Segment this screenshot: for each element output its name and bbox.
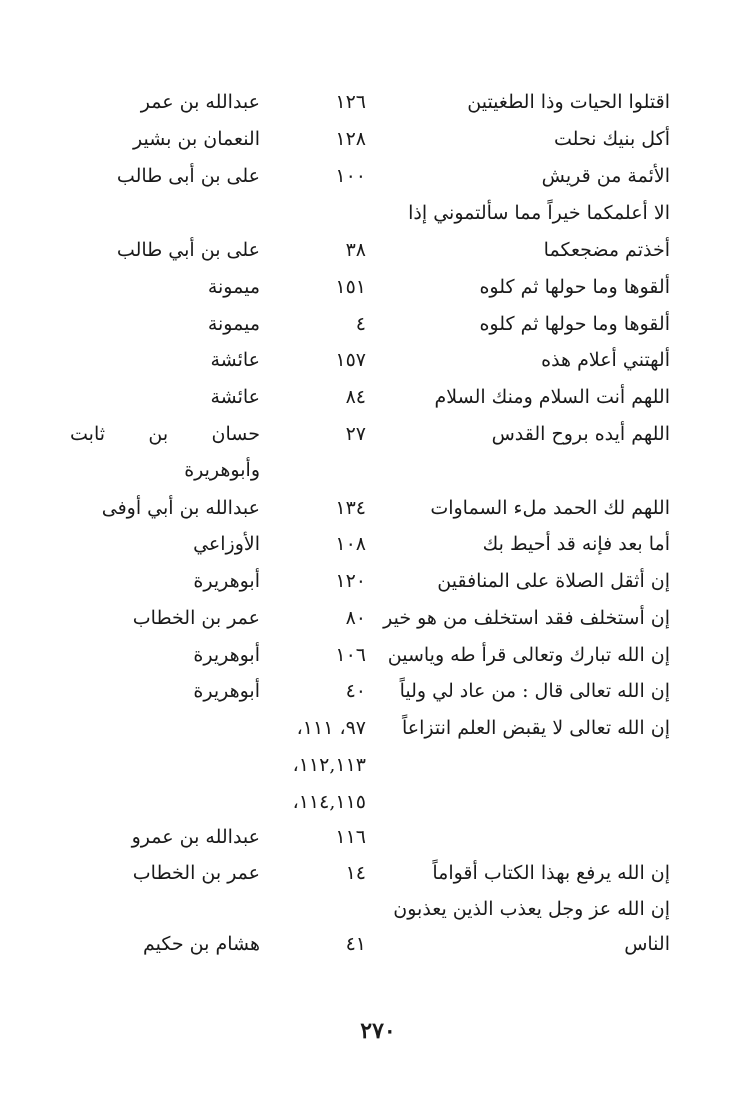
hadith-number: ١٣٤ — [335, 497, 366, 519]
hadith-number: ٣٨ — [345, 239, 366, 261]
narrator-name: النعمان بن بشير — [133, 128, 260, 150]
hadith-number: ١١٤,١١٥، — [292, 791, 366, 813]
narrator-name: عائشة — [210, 386, 260, 408]
narrator-name: عمر بن الخطاب — [132, 862, 260, 884]
hadith-text: إن الله تعالى لا يقبض العلم انتزاعاً — [402, 717, 670, 739]
table-row — [0, 158, 756, 194]
page-number: ٢٧٠ — [360, 1018, 396, 1044]
hadith-number: ١٢٠ — [335, 570, 366, 592]
hadith-text: الا أعلمكما خيراً مما سألتموني إذا — [408, 202, 670, 224]
table-row — [0, 819, 756, 855]
hadith-text: أكل بنيك نحلت — [553, 128, 670, 150]
table-row — [0, 600, 756, 636]
narrator-name: عبدالله بن عمر — [140, 91, 260, 113]
hadith-number: ١٢٦ — [335, 91, 366, 113]
narrator-name: الأوزاعي — [193, 533, 260, 555]
hadith-text: إن الله يرفع بهذا الكتاب أقواماً — [432, 862, 670, 884]
hadith-number: ٤٠ — [345, 680, 366, 702]
narrator-name: على بن أبي طالب — [116, 239, 260, 261]
hadith-text: إن الله تبارك وتعالى قرأ طه وياسين — [387, 644, 670, 666]
narrator-name: ميمونة — [207, 276, 260, 298]
table-row — [0, 526, 756, 562]
table-row — [0, 84, 756, 120]
table-row — [0, 416, 756, 452]
hadith-text: ألقوها وما حولها ثم كلوه — [479, 313, 670, 335]
hadith-text: اللهم أنت السلام ومنك السلام — [434, 386, 670, 408]
table-row — [0, 379, 756, 415]
hadith-text: ألهتني أعلام هذه — [541, 349, 670, 371]
hadith-number: ١١٦ — [335, 826, 366, 848]
table-row — [0, 673, 756, 709]
narrator-name: على بن أبى طالب — [116, 165, 260, 187]
hadith-text: اللهم لك الحمد ملء السماوات — [430, 497, 670, 519]
hadith-text: إن الله تعالى قال : من عاد لي ولياً — [399, 680, 670, 702]
hadith-text: الأئمة من قريش — [541, 165, 670, 187]
table-row — [0, 306, 756, 342]
hadith-number: ٤ — [355, 313, 366, 335]
hadith-text: اقتلوا الحيات وذا الطغيتين — [467, 91, 670, 113]
hadith-text: ألقوها وما حولها ثم كلوه — [479, 276, 670, 298]
hadith-text: أما بعد فإنه قد أحيط بك — [482, 533, 670, 555]
narrator-name: ميمونة — [207, 313, 260, 335]
table-row — [0, 269, 756, 305]
table-row — [0, 342, 756, 378]
narrator-name: أبوهريرة — [193, 570, 260, 592]
hadith-text: الناس — [624, 933, 670, 955]
hadith-number: ٢٧ — [345, 423, 366, 445]
table-row — [0, 926, 756, 962]
hadith-text: أخذتم مضجعكما — [543, 239, 670, 261]
hadith-number: ٨٠ — [345, 607, 366, 629]
hadith-text: اللهم أيده بروح القدس — [491, 423, 670, 445]
narrator-name: أبوهريرة — [193, 644, 260, 666]
table-row — [0, 195, 756, 231]
narrator-name: عبدالله بن عمرو — [131, 826, 260, 848]
hadith-number: ١١٢,١١٣، — [292, 754, 366, 776]
narrator-name: عائشة — [210, 349, 260, 371]
hadith-number: ٨٤ — [345, 386, 366, 408]
hadith-number: ٤١ — [345, 933, 366, 955]
narrator-name: وأبوهريرة — [184, 459, 260, 481]
hadith-text: إن أستخلف فقد استخلف من هو خير — [383, 607, 670, 629]
table-row — [0, 855, 756, 891]
table-row — [0, 121, 756, 157]
table-row — [0, 891, 756, 927]
narrator-name: عمر بن الخطاب — [132, 607, 260, 629]
hadith-number: ١٠٦ — [335, 644, 366, 666]
hadith-text: إن أثقل الصلاة على المنافقين — [437, 570, 670, 592]
narrator-name: حسان بن ثابت — [70, 423, 260, 445]
narrator-name: هشام بن حكيم — [143, 933, 260, 955]
hadith-text: إن الله عز وجل يعذب الذين يعذبون — [393, 898, 670, 920]
hadith-number: ١٢٨ — [335, 128, 366, 150]
table-row — [0, 232, 756, 268]
narrator-name: أبوهريرة — [193, 680, 260, 702]
hadith-number: ٩٧، ١١١، — [296, 717, 366, 739]
table-row — [0, 490, 756, 526]
hadith-number: ١٠٠ — [335, 165, 366, 187]
table-row — [0, 784, 756, 820]
table-row — [0, 747, 756, 783]
hadith-number: ١٠٨ — [335, 533, 366, 555]
table-row — [0, 563, 756, 599]
hadith-number: ١٤ — [345, 862, 366, 884]
table-row — [0, 710, 756, 746]
hadith-number: ١٥١ — [335, 276, 366, 298]
table-row — [0, 452, 756, 488]
table-row — [0, 637, 756, 673]
hadith-number: ١٥٧ — [335, 349, 366, 371]
narrator-name: عبدالله بن أبي أوفى — [101, 497, 260, 519]
